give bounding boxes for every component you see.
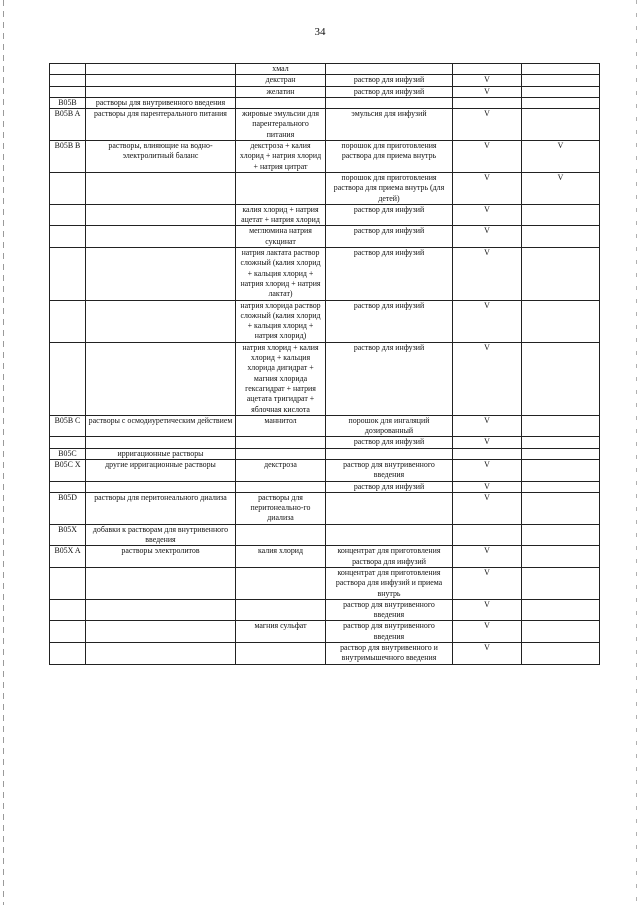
mark-column-1-cell: V xyxy=(453,492,522,524)
table-row xyxy=(50,64,600,75)
atc-code-cell: B05C X xyxy=(50,459,86,481)
table-row xyxy=(50,248,600,300)
atc-code-cell: B05X A xyxy=(50,546,86,568)
mark-column-1-cell: V xyxy=(453,546,522,568)
atc-code-cell: B05B C xyxy=(50,415,86,437)
inn-cell xyxy=(236,437,326,448)
inn-cell xyxy=(236,567,326,599)
mark-column-2-cell: V xyxy=(522,141,600,173)
dosage-form-cell xyxy=(326,524,453,546)
atc-group-cell: добавки к растворам для внутривенного введения xyxy=(86,524,236,546)
dosage-form-cell: порошок для ингаляций дозированный xyxy=(326,415,453,437)
mark-column-2-cell xyxy=(522,97,600,108)
mark-column-1-cell: V xyxy=(453,567,522,599)
inn-cell: магния сульфат xyxy=(236,621,326,643)
table-row xyxy=(50,204,600,226)
mark-column-1-cell: V xyxy=(453,226,522,248)
mark-column-2-cell xyxy=(522,415,600,437)
inn-cell: растворы для перитонеально-го диализа xyxy=(236,492,326,524)
mark-column-1-cell xyxy=(453,448,522,459)
dosage-form-cell: концентрат для приготовления раствора для инфузий xyxy=(326,546,453,568)
dosage-form-cell: раствор для инфузий xyxy=(326,204,453,226)
atc-group-cell xyxy=(86,621,236,643)
inn-cell: хмал xyxy=(236,64,326,75)
mark-column-2-cell xyxy=(522,86,600,97)
table-row xyxy=(50,437,600,448)
table-row xyxy=(50,524,600,546)
table-row xyxy=(50,492,600,524)
table-row xyxy=(50,86,600,97)
atc-group-cell xyxy=(86,75,236,86)
atc-group-cell xyxy=(86,481,236,492)
inn-cell xyxy=(236,97,326,108)
drug-list-table xyxy=(49,63,600,665)
atc-code-cell xyxy=(50,621,86,643)
mark-column-1-cell: V xyxy=(453,204,522,226)
mark-column-1-cell: V xyxy=(453,86,522,97)
atc-group-cell xyxy=(86,248,236,300)
inn-cell: натрия хлорид + калия хлорид + кальция хлорида дигидрат + магния хлорида гексагидрат + натрия ацетата тригидрат + яблочная кислота xyxy=(236,342,326,415)
table-row xyxy=(50,300,600,342)
dosage-form-cell: раствор для внутривенного и внутримышечного введения xyxy=(326,643,453,665)
mark-column-2-cell xyxy=(522,342,600,415)
table-row xyxy=(50,415,600,437)
mark-column-1-cell: V xyxy=(453,172,522,204)
dosage-form-cell: концентрат для приготовления раствора для инфузий и приема внутрь xyxy=(326,567,453,599)
atc-group-cell xyxy=(86,300,236,342)
atc-code-cell xyxy=(50,342,86,415)
inn-cell: маннитол xyxy=(236,415,326,437)
mark-column-1-cell: V xyxy=(453,342,522,415)
mark-column-1-cell: V xyxy=(453,481,522,492)
mark-column-1-cell: V xyxy=(453,415,522,437)
table-row xyxy=(50,141,600,173)
atc-code-cell xyxy=(50,599,86,621)
mark-column-1-cell: V xyxy=(453,300,522,342)
mark-column-2-cell xyxy=(522,546,600,568)
atc-code-cell: B05B xyxy=(50,97,86,108)
table-row xyxy=(50,342,600,415)
atc-code-cell xyxy=(50,643,86,665)
mark-column-1-cell: V xyxy=(453,621,522,643)
inn-cell: декстроза + калия хлорид + натрия хлорид + натрия цитрат xyxy=(236,141,326,173)
table-row xyxy=(50,459,600,481)
atc-group-cell xyxy=(86,437,236,448)
mark-column-2-cell xyxy=(522,621,600,643)
atc-code-cell xyxy=(50,172,86,204)
mark-column-1-cell: V xyxy=(453,109,522,141)
mark-column-2-cell xyxy=(522,204,600,226)
atc-code-cell xyxy=(50,75,86,86)
table-body xyxy=(50,64,600,665)
mark-column-1-cell: V xyxy=(453,643,522,665)
atc-group-cell xyxy=(86,86,236,97)
mark-column-2-cell xyxy=(522,643,600,665)
mark-column-2-cell xyxy=(522,481,600,492)
atc-code-cell xyxy=(50,86,86,97)
dosage-form-cell: раствор для внутривенного введения xyxy=(326,621,453,643)
table-row xyxy=(50,567,600,599)
dosage-form-cell: порошок для приготовления раствора для приема внутрь xyxy=(326,141,453,173)
table-row xyxy=(50,172,600,204)
inn-cell: декстран xyxy=(236,75,326,86)
mark-column-2-cell xyxy=(522,64,600,75)
atc-group-cell: растворы для парентерального питания xyxy=(86,109,236,141)
atc-code-cell xyxy=(50,226,86,248)
table-row xyxy=(50,226,600,248)
atc-group-cell: растворы с осмодиуретическим действием xyxy=(86,415,236,437)
dosage-form-cell: раствор для инфузий xyxy=(326,300,453,342)
atc-code-cell: B05D xyxy=(50,492,86,524)
table-row xyxy=(50,75,600,86)
atc-group-cell xyxy=(86,172,236,204)
dosage-form-cell: раствор для внутривенного введения xyxy=(326,599,453,621)
mark-column-1-cell xyxy=(453,97,522,108)
atc-code-cell xyxy=(50,437,86,448)
dosage-form-cell: раствор для инфузий xyxy=(326,226,453,248)
atc-code-cell: B05B A xyxy=(50,109,86,141)
scan-edge-right xyxy=(636,0,637,905)
inn-cell: декстроза xyxy=(236,459,326,481)
mark-column-2-cell xyxy=(522,459,600,481)
mark-column-2-cell: V xyxy=(522,172,600,204)
mark-column-2-cell xyxy=(522,524,600,546)
atc-group-cell: ирригационные растворы xyxy=(86,448,236,459)
atc-group-cell: растворы для внутривенного введения xyxy=(86,97,236,108)
atc-group-cell xyxy=(86,204,236,226)
dosage-form-cell: раствор для инфузий xyxy=(326,86,453,97)
dosage-form-cell: раствор для инфузий xyxy=(326,248,453,300)
inn-cell xyxy=(236,599,326,621)
table-row xyxy=(50,448,600,459)
inn-cell xyxy=(236,524,326,546)
atc-group-cell xyxy=(86,342,236,415)
dosage-form-cell: раствор для инфузий xyxy=(326,481,453,492)
mark-column-2-cell xyxy=(522,492,600,524)
mark-column-1-cell xyxy=(453,64,522,75)
dosage-form-cell xyxy=(326,492,453,524)
inn-cell: меглюмина натрия сукцинат xyxy=(236,226,326,248)
mark-column-2-cell xyxy=(522,75,600,86)
dosage-form-cell xyxy=(326,64,453,75)
dosage-form-cell xyxy=(326,97,453,108)
dosage-form-cell: раствор для внутривенного введения xyxy=(326,459,453,481)
page-number: 34 xyxy=(314,26,326,38)
atc-group-cell xyxy=(86,599,236,621)
mark-column-1-cell: V xyxy=(453,141,522,173)
inn-cell xyxy=(236,448,326,459)
inn-cell: жировые эмульсии для парентерального питания xyxy=(236,109,326,141)
atc-code-cell xyxy=(50,567,86,599)
scan-edge-left xyxy=(3,0,4,905)
mark-column-1-cell: V xyxy=(453,248,522,300)
dosage-form-cell: эмульсия для инфузий xyxy=(326,109,453,141)
mark-column-1-cell: V xyxy=(453,599,522,621)
atc-code-cell xyxy=(50,64,86,75)
atc-group-cell: растворы для перитонеального диализа xyxy=(86,492,236,524)
inn-cell: калия хлорид + натрия ацетат + натрия хлорид xyxy=(236,204,326,226)
mark-column-1-cell xyxy=(453,524,522,546)
mark-column-2-cell xyxy=(522,300,600,342)
table-row xyxy=(50,599,600,621)
table-row xyxy=(50,97,600,108)
inn-cell xyxy=(236,643,326,665)
table-row xyxy=(50,481,600,492)
atc-code-cell xyxy=(50,204,86,226)
atc-group-cell xyxy=(86,567,236,599)
atc-code-cell: B05C xyxy=(50,448,86,459)
mark-column-2-cell xyxy=(522,226,600,248)
dosage-form-cell: раствор для инфузий xyxy=(326,75,453,86)
mark-column-1-cell: V xyxy=(453,75,522,86)
mark-column-2-cell xyxy=(522,567,600,599)
inn-cell: калия хлорид xyxy=(236,546,326,568)
mark-column-1-cell: V xyxy=(453,459,522,481)
atc-group-cell xyxy=(86,64,236,75)
table-row xyxy=(50,546,600,568)
dosage-form-cell: порошок для приготовления раствора для приема внутрь (для детей) xyxy=(326,172,453,204)
atc-group-cell: растворы, влияющие на водно-электролитный баланс xyxy=(86,141,236,173)
atc-code-cell: B05X xyxy=(50,524,86,546)
mark-column-2-cell xyxy=(522,448,600,459)
mark-column-1-cell: V xyxy=(453,437,522,448)
dosage-form-cell: раствор для инфузий xyxy=(326,342,453,415)
inn-cell: натрия хлорида раствор сложный (калия хлорид + кальция хлорид + натрия хлорид) xyxy=(236,300,326,342)
inn-cell xyxy=(236,481,326,492)
inn-cell: натрия лактата раствор сложный (калия хлорид + кальция хлорид + натрия хлорид + натрия лактат) xyxy=(236,248,326,300)
mark-column-2-cell xyxy=(522,437,600,448)
atc-group-cell: другие ирригационные растворы xyxy=(86,459,236,481)
atc-code-cell: B05B B xyxy=(50,141,86,173)
atc-group-cell xyxy=(86,643,236,665)
atc-group-cell: растворы электролитов xyxy=(86,546,236,568)
mark-column-2-cell xyxy=(522,109,600,141)
dosage-form-cell xyxy=(326,448,453,459)
atc-code-cell xyxy=(50,248,86,300)
dosage-form-cell: раствор для инфузий xyxy=(326,437,453,448)
atc-code-cell xyxy=(50,300,86,342)
table-row xyxy=(50,621,600,643)
inn-cell xyxy=(236,172,326,204)
table-row xyxy=(50,643,600,665)
table-row xyxy=(50,109,600,141)
mark-column-2-cell xyxy=(522,248,600,300)
atc-group-cell xyxy=(86,226,236,248)
inn-cell: желатин xyxy=(236,86,326,97)
mark-column-2-cell xyxy=(522,599,600,621)
atc-code-cell xyxy=(50,481,86,492)
